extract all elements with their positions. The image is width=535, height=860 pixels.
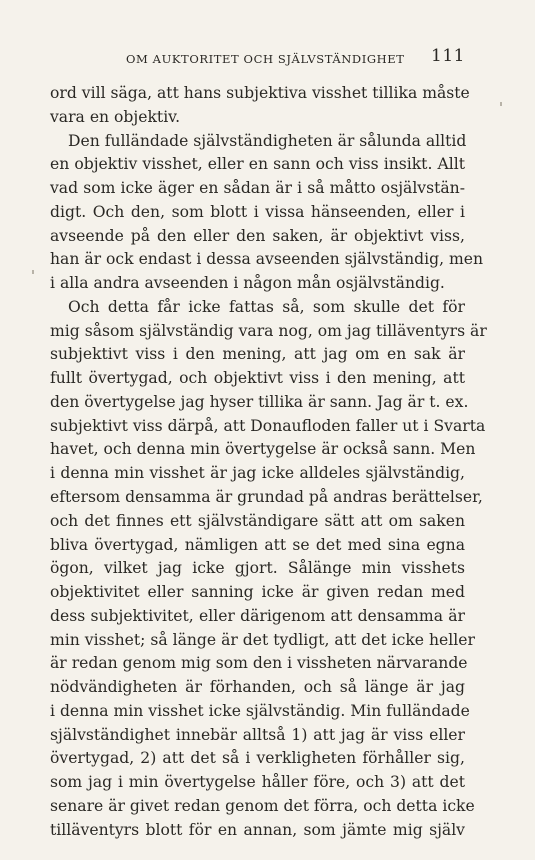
text-line: eftersom densamma är grundad på andras berättelser, [50,488,483,507]
text-line: och det finnes ett självständigare sätt att om saken [50,511,465,530]
text-line: den övertygelse jag hyser tillika är sann. Jag är t. ex. [50,392,469,411]
page-number: 111 [431,46,465,66]
text-line: är redan genom mig som den i vissheten närvarande [50,654,468,673]
text-line: tilläventyrs blott för en annan, som jämte mig själv [50,820,465,839]
text-line: i alla andra avseenden i någon mån osjälvständig. [50,274,445,293]
text-line: dess subjektivitet, eller därigenom att densamma är [50,606,465,625]
text-line: i denna min visshet icke självständig. Min fulländade [50,701,470,720]
text-line: subjektivt viss därpå, att Donaufloden faller ut i Svarta [50,416,486,435]
text-line: nödvändigheten är förhanden, och så länge är jag [50,678,465,697]
text-line: subjektivt viss i den mening, att jag om en sak är [50,345,465,364]
text-line: ögon, vilket jag icke gjort. Sålänge min visshets [50,559,465,578]
text-line: Den fulländade självständigheten är sålunda alltid [68,131,467,150]
text-line: senare är givet redan genom det förra, och detta icke [50,796,475,815]
text-line: en objektiv visshet, eller en sann och viss insikt. Allt [50,155,465,174]
text-line: i denna min visshet är jag icke alldeles självständig, [50,464,465,483]
text-line: ord vill säga, att hans subjektiva visshet tillika måste [50,84,470,102]
text-line: vara en objektiv. [50,107,181,126]
text-line: avseende på den eller den saken, är objektivt viss, [50,226,465,245]
text-line: bliva övertygad, nämligen att se det med sina egna [50,535,465,554]
text-line: övertygad, 2) att det så i verkligheten förhåller sig, [50,749,465,768]
text-line: digt. Och den, som blott i vissa hänseenden, eller i [50,202,465,221]
text-line: havet, och denna min övertygelse är också sann. Men [50,440,476,459]
text-line: objektivitet eller sanning icke är given redan med [50,583,465,602]
margin-speck [500,102,502,106]
margin-speck [32,270,34,274]
text-line: vad som icke äger en sådan är i så måtto osjälvstän- [50,179,465,198]
text-line: min visshet; så länge är det tydligt, att det icke heller [50,630,475,649]
text-line: självständighet innebär alltså 1) att jag är viss eller [50,725,465,744]
page-header [50,44,465,70]
text-line: Och detta får icke fattas så, som skulle det för [68,297,465,316]
running-head: OM AUKTORITET OCH SJÄLVSTÄNDIGHET [126,52,405,66]
text-line: som jag i min övertygelse håller före, och 3) att det [50,773,465,792]
body-text [50,82,487,843]
text-line: fullt övertygad, och objektivt viss i den mening, att [50,369,465,388]
text-line: mig såsom självständig vara nog, om jag tilläventyrs är [50,321,487,340]
text-line: han är ock endast i dessa avseenden självständig, men [50,250,484,269]
